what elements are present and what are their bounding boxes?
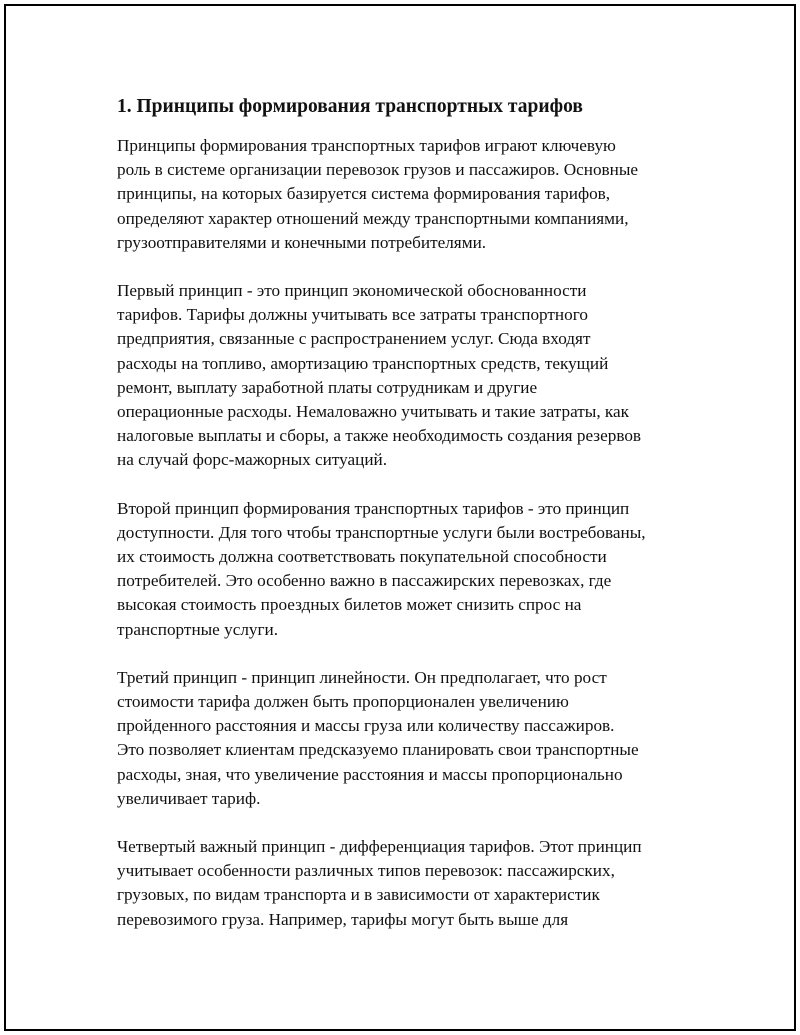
paragraph-line: операционные расходы. Немаловажно учитывать и такие затраты, как bbox=[117, 402, 630, 422]
paragraph-line: Принципы формирования транспортных тарифов играют ключевую bbox=[117, 136, 616, 155]
paragraph-line: Первый принцип - это принцип экономической обоснованности bbox=[117, 281, 587, 301]
paragraph-line: расходы на топливо, амортизацию транспортных средств, текущий bbox=[117, 353, 609, 373]
paragraph-line: потребителей. Это особенно важно в пассажирских перевозках, где bbox=[117, 571, 612, 591]
paragraph-line: увеличивает тариф. bbox=[117, 788, 261, 808]
paragraph-5 bbox=[117, 835, 717, 932]
paragraph-line: высокая стоимость проездных билетов может снизить спрос на bbox=[117, 595, 582, 615]
paragraph-line: Это позволяет клиентам предсказуемо планировать свои транспортные bbox=[117, 740, 639, 760]
paragraph-line: учитывает особенности различных типов перевозок: пассажирских, bbox=[117, 861, 615, 881]
paragraph-line: перевозимого груза. Например, тарифы могут быть выше для bbox=[117, 909, 569, 929]
paragraph-line: налоговые выплаты и сборы, а также необходимость создания резервов bbox=[117, 426, 642, 446]
paragraph-line: роль в системе организации перевозок грузов и пассажиров. Основные bbox=[117, 160, 639, 180]
paragraph-line: Третий принцип - принцип линейности. Он предполагает, что рост bbox=[117, 667, 607, 687]
section-heading: 1. Принципы формирования транспортных тарифов bbox=[117, 96, 583, 117]
paragraph-line: пройденного расстояния и массы груза или количеству пассажиров. bbox=[117, 716, 615, 736]
paragraph-line: расходы, зная, что увеличение расстояния и массы пропорционально bbox=[117, 764, 623, 784]
paragraph-line: ремонт, выплату заработной платы сотрудникам и другие bbox=[117, 377, 538, 397]
paragraph-line: грузовых, по видам транспорта и в зависимости от характеристик bbox=[117, 885, 600, 905]
paragraph-line: стоимости тарифа должен быть пропорционален увеличению bbox=[117, 692, 569, 712]
paragraph-line: грузоотправителями и конечными потребителями. bbox=[117, 232, 487, 252]
paragraph-line: доступности. Для того чтобы транспортные услуги были востребованы, bbox=[117, 522, 646, 542]
paragraph-4 bbox=[117, 666, 717, 811]
paragraph-3 bbox=[117, 497, 717, 642]
document-body bbox=[117, 94, 717, 956]
paragraph-line: предприятия, связанные с распространением услуг. Сюда входят bbox=[117, 329, 591, 349]
paragraph-line: их стоимость должна соответствовать покупательной способности bbox=[117, 547, 607, 567]
paragraph-line: транспортные услуги. bbox=[117, 619, 279, 639]
paragraph-line: определяют характер отношений между транспортными компаниями, bbox=[117, 208, 629, 228]
paragraph-2 bbox=[117, 279, 717, 473]
paragraph-line: принципы, на которых базируется система формирования тарифов, bbox=[117, 184, 611, 204]
paragraph-line: Второй принцип формирования транспортных тарифов - это принцип bbox=[117, 498, 630, 518]
paragraph-line: тарифов. Тарифы должны учитывать все затраты транспортного bbox=[117, 305, 588, 325]
paragraph-1 bbox=[117, 134, 717, 255]
paragraph-line: на случай форс-мажорных ситуаций. bbox=[117, 450, 388, 470]
paragraph-line: Четвертый важный принцип - дифференциация тарифов. Этот принцип bbox=[117, 837, 642, 857]
